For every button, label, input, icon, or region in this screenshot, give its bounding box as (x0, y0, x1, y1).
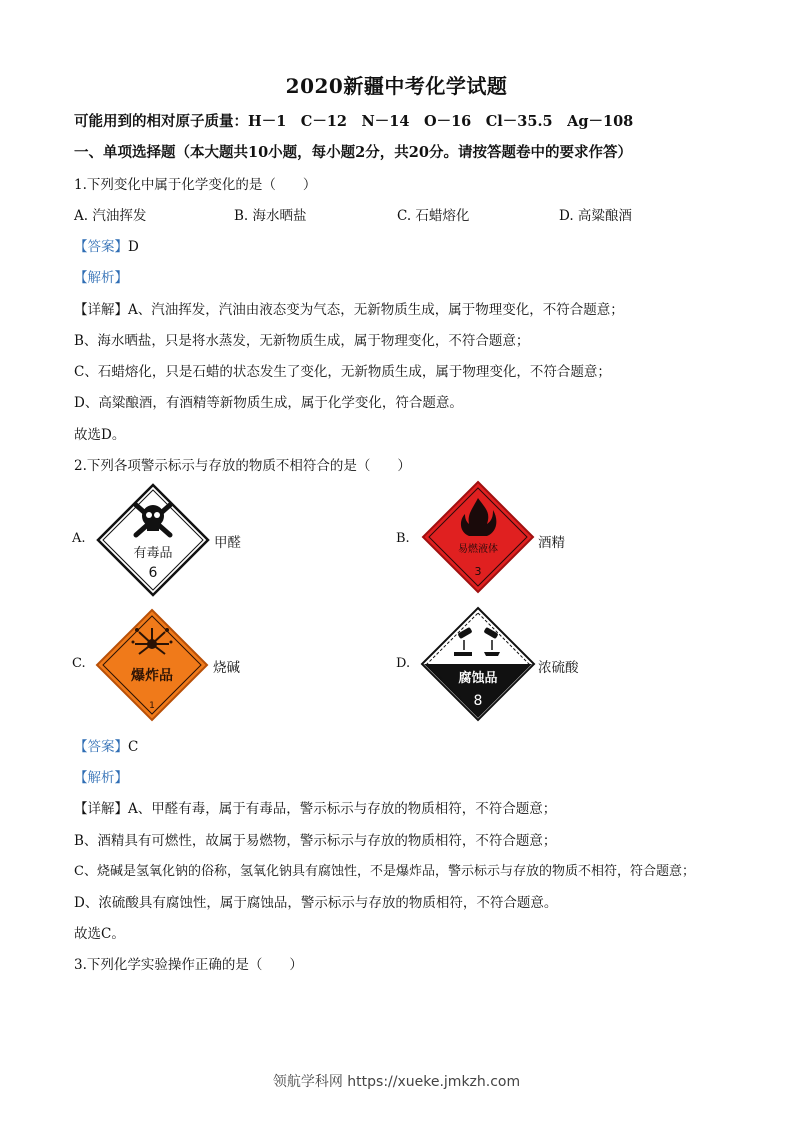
q2-detail-d: D、浓硫酸具有腐蚀性，属于腐蚀品，警示标示与存放的物质相符，不符合题意。 (74, 895, 558, 911)
q1-option-d: D. 高粱酿酒 (559, 208, 632, 224)
explosive-sign-class: 1 (149, 701, 155, 711)
corrosive-hazard-sign (420, 606, 536, 722)
q1-stem: 1.下列变化中属于化学变化的是（ ） (74, 177, 317, 193)
q2-option-b-letter: B. (396, 531, 410, 546)
explosive-sign-text: 爆炸品 (131, 668, 173, 684)
section-heading: 一、单项选择题（本大题共10小题，每小题2分，共20分。请按答题卷中的要求作答） (74, 144, 632, 161)
page-title: 2020新疆中考化学试题 (285, 74, 508, 98)
answer-value: C (128, 739, 139, 755)
explosive-hazard-sign (95, 608, 209, 722)
q3-stem: 3.下列化学实验操作正确的是（ ） (74, 957, 303, 973)
q2-analysis-tag: 【解析】 (74, 770, 128, 786)
q1-detail-b: B、海水晒盐，只是将水蒸发，无新物质生成，属于物理变化，不符合题意； (74, 333, 530, 349)
toxic-hazard-sign (96, 483, 210, 597)
q2-detail-b: B、酒精具有可燃性，故属于易燃物，警示标示与存放的物质相符，不符合题意； (74, 833, 557, 849)
footer-watermark: 领航学科网 https://xueke.jmkzh.com (272, 1074, 521, 1090)
q2-detail-a: 【详解】A、甲醛有毒，属于有毒品，警示标示与存放的物质相符，不符合题意； (74, 801, 557, 817)
q2-detail-c: C、烧碱是氢氧化钠的俗称，氢氧化钠具有腐蚀性，不是爆炸品，警示标示与存放的物质不相符，符合题意； (74, 864, 695, 879)
q2-option-c-letter: C. (72, 656, 86, 671)
q1-analysis-tag: 【解析】 (74, 270, 128, 286)
flammable-sign-class: 3 (474, 565, 482, 578)
q1-detail-c: C、石蜡熔化，只是石蜡的状态发生了变化，无新物质生成，属于物理变化，不符合题意； (74, 364, 611, 380)
q2-option-d-letter: D. (396, 656, 411, 671)
q1-option-b: B. 海水晒盐 (234, 208, 307, 224)
q1-detail-d: D、高粱酿酒，有酒精等新物质生成，属于化学变化，符合题意。 (74, 395, 463, 411)
answer-value: D (128, 239, 139, 255)
toxic-sign-text: 有毒品 (133, 546, 173, 561)
toxic-sign-class: 6 (148, 565, 158, 581)
flammable-liquid-sign (421, 480, 535, 594)
flammable-sign-text: 易燃液体 (458, 544, 498, 555)
q2-option-b-substance: 酒精 (538, 535, 565, 551)
q1-option-c: C. 石蜡熔化 (397, 208, 470, 224)
q1-conclusion: 故选D。 (74, 427, 126, 443)
corrosive-sign-text: 腐蚀品 (458, 671, 498, 686)
q1-option-a: A. 汽油挥发 (74, 208, 147, 224)
atomic-masses: 可能用到的相对原子质量：H－1 C－12 N－14 O－16 Cl－35.5 Ag－108 (74, 113, 634, 130)
q2-answer (74, 735, 138, 755)
q2-option-d-substance: 浓硫酸 (538, 660, 579, 676)
q1-detail-a: 【详解】A、汽油挥发，汽油由液态变为气态，无新物质生成，属于物理变化，不符合题意； (74, 302, 624, 318)
answer-tag: 【答案】 (74, 739, 128, 755)
q1-answer (74, 235, 139, 255)
answer-tag: 【答案】 (74, 239, 128, 255)
corrosive-sign-class: 8 (473, 693, 483, 709)
q2-option-a-letter: A. (72, 531, 86, 546)
q2-stem: 2.下列各项警示标示与存放的物质不相符合的是（ ） (74, 458, 411, 474)
q2-conclusion: 故选C。 (74, 926, 125, 942)
q2-option-a-substance: 甲醛 (214, 535, 241, 551)
q2-option-c-substance: 烧碱 (213, 660, 240, 676)
